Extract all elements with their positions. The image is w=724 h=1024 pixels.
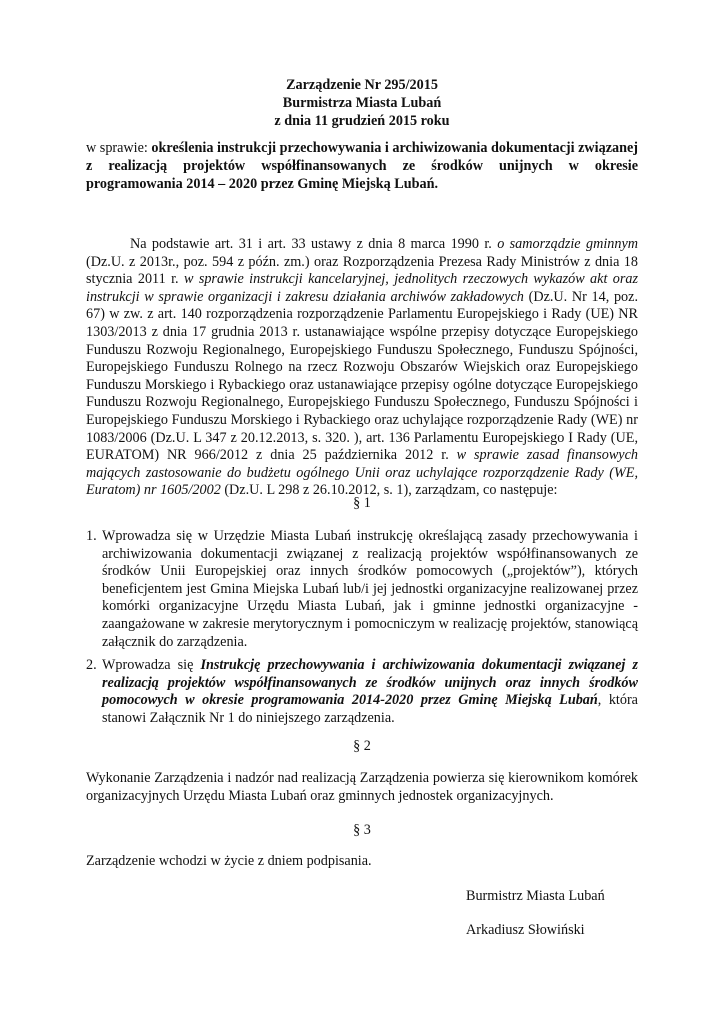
list-item <box>86 657 638 727</box>
legal-basis-part-3: (Dz.U. Nr 14, poz. 67) w zw. z art. 140 rozporządzenia rozporządzenie Parlamentu Europejskiego i Rady (UE) NR 1303/2013 z dnia 17 grudnia 2013 r. ustanawiające wspólne przepisy dotyczące Europejskiego Funduszu Rozwoju Regionalnego, Europejskiego Funduszu Społecznego, Funduszu Spójności, Europejskiego Funduszu Rolnego na rzecz Rozwoju Obszarów Wiejskich oraz Europejskiego Funduszu Morskiego i Rybackiego oraz ustanawiające przepisy ogólne dotyczące Europejskiego Funduszu Rozwoju Regionalnego, Europejskiego Funduszu Społecznego, Funduszu Spójności i Europejskiego Funduszu Morskiego i Rybackiego oraz uchylające rozporządzenie Rady (WE) nr 1083/2006 (Dz.U. L 347 z 20.12.2013, s. 320. ), art. 136 Parlamentu Europejskiego I Rady (UE, EURATOM) NR 966/2012 z dnia 25 października 2012 r. <box>86 288 638 464</box>
subject-paragraph <box>86 139 638 193</box>
subject-text: określenia instrukcji przechowywania i archiwizowania dokumentacji związanej z realizacją projektów współfinansowanych ze środków unijnych w okresie programowania 2014 – 2020 przez Gminę Miejską Lubań. <box>86 140 639 192</box>
legal-basis-part-4: (Dz.U. L 298 z 26.10.2012, s. 1), zarządzam, co następuje: <box>220 482 558 499</box>
list-item-text-intro: Wprowadza się <box>102 657 201 674</box>
signature-name: Arkadiusz Słowiński <box>466 922 585 938</box>
list-item-number: 2. <box>86 657 97 674</box>
legal-basis-act-title-3: w sprawie zasad finansowych mających zastosowanie do budżetu ogólnego Unii oraz uchylające rozporządzenie Rady (WE, Euratom) nr 1605/2002 <box>86 447 638 499</box>
section-1-heading: § 1 <box>353 495 371 511</box>
section-1-list <box>86 528 638 728</box>
list-item-text-end: , która stanowi Załącznik Nr 1 do niniejszego zarządzenia. <box>102 692 638 726</box>
legal-basis-act-title-2: w sprawie instrukcji kancelaryjnej, jednolitych rzeczowych wykazów akt oraz instrukcji w sprawie organizacji i zakresu działania archiwów zakładowych <box>86 271 638 305</box>
section-3-heading: § 3 <box>353 822 371 838</box>
legal-basis-part-1: Na podstawie art. 31 i art. 33 ustawy z dnia 8 marca 1990 r. <box>130 236 498 252</box>
header-title: Zarządzenie Nr 295/2015 <box>286 77 438 93</box>
signature-title: Burmistrz Miasta Lubań <box>466 888 605 904</box>
list-item-text: Wprowadza się w Urzędzie Miasta Lubań instrukcję określającą zasady przechowywania i archiwizowania dokumentacji związanej z realizacją projektów współfinansowanych ze środków Unii Europejskiej oraz innych środków pomocowych („projektów”), których beneficjentem jest Gmina Miejska Lubań lub/i jej jednostki organizacyjne realizowanej przez komórki organizacyjne Urzędu Miasta Lubań, jak i gminne jednostki organizacyjne - zaangażowane w zakresie merytorycznym i pomocniczym w realizację projektów, stanowiącą załącznik do zarządzenia. <box>102 528 638 650</box>
list-item-number: 1. <box>86 528 97 544</box>
document-header <box>0 76 724 130</box>
header-date: z dnia 11 grudzień 2015 roku <box>274 113 450 129</box>
section-2-text: Wykonanie Zarządzenia i nadzór nad realizacją Zarządzenia powierza się kierownikom komórek organizacyjnych Urzędu Miasta Lubań oraz gminnych jednostek organizacyjnych. <box>86 770 638 804</box>
header-issuer: Burmistrza Miasta Lubań <box>282 95 442 111</box>
legal-basis-act-title-1: o samorządzie gminnym <box>497 236 638 252</box>
legal-basis-paragraph <box>86 236 638 500</box>
legal-basis-part-2: (Dz.U. z 2013r., poz. 594 z późn. zm.) oraz Rozporządzenia Prezesa Rady Ministrów z dnia 18 stycznia 2011 r. <box>86 253 638 288</box>
list-item-instruction-title: Instrukcję przechowywania i archiwizowania dokumentacji związanej z realizacją projektów współfinansowanych ze środków unijnych oraz innych środków pomocowych w okresie programowania 2014-2020 przez Gminę Miejską Lubań <box>102 657 638 709</box>
section-2-heading: § 2 <box>353 738 371 754</box>
section-3-text: Zarządzenie wchodzi w życie z dniem podpisania. <box>86 853 372 869</box>
subject-prefix: w sprawie: <box>86 140 152 156</box>
list-item <box>86 528 638 651</box>
